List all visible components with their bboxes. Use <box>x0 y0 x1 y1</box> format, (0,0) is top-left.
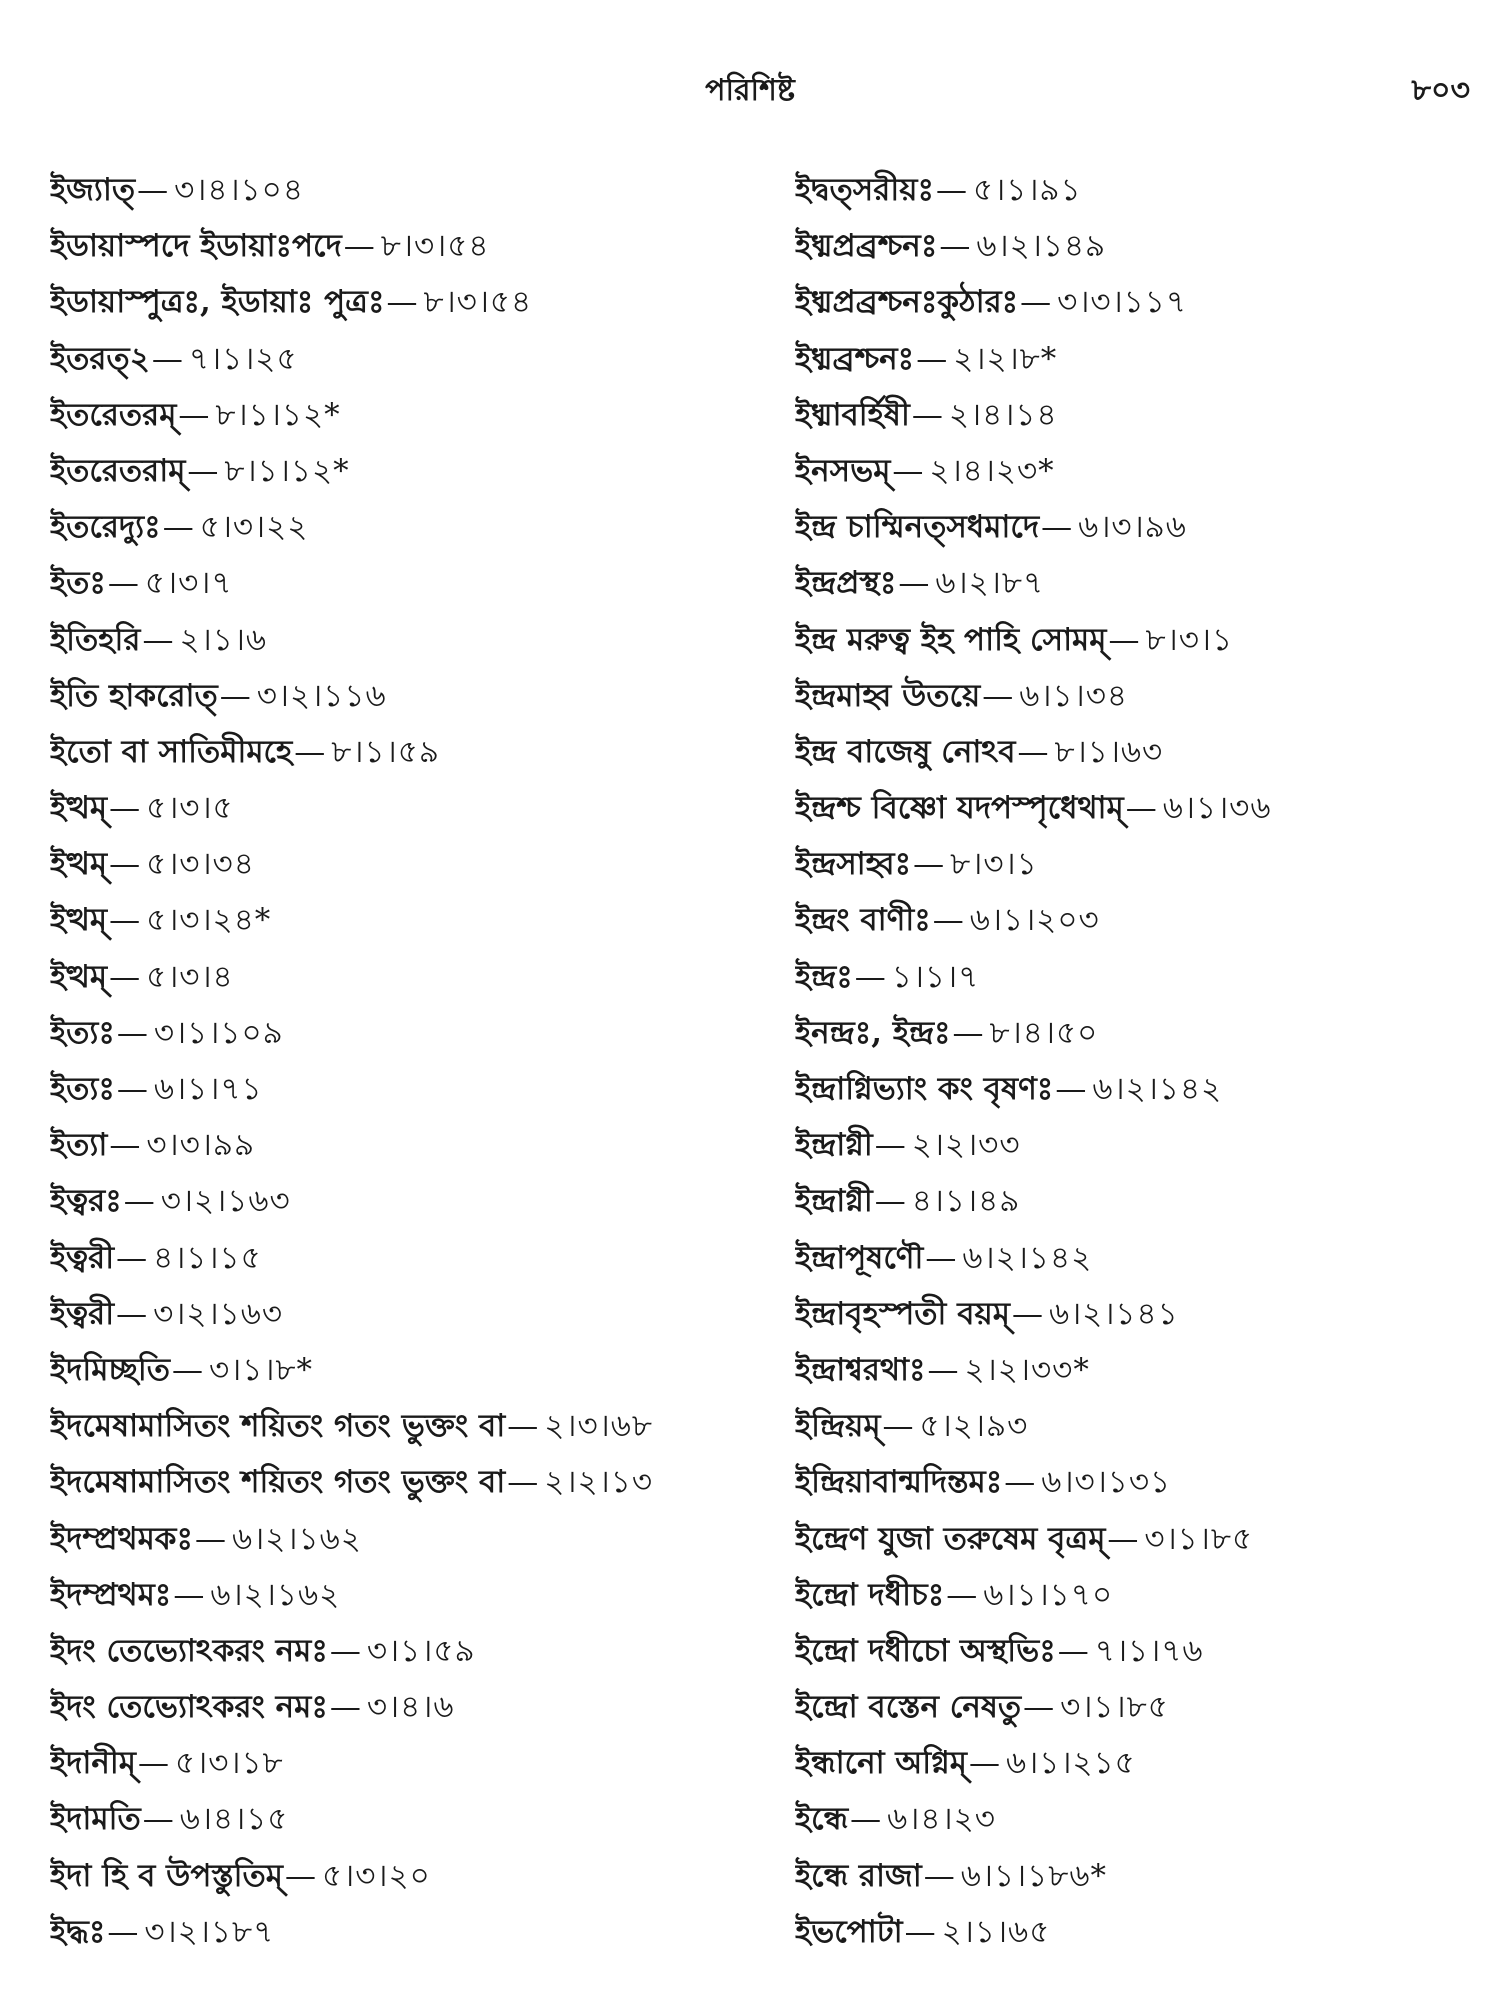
entry-term: ইধ্মপ্রব্রশ্চনঃকুঠারঃ <box>795 284 1019 321</box>
index-entry <box>50 1286 780 1342</box>
entry-dash: — <box>142 621 174 658</box>
entry-term: ইজ্যাত্ <box>50 172 136 208</box>
entry-term: ইন্দ্র মরুত্ব ইহ পাহি সোমম্ <box>795 621 1107 658</box>
entry-dash: — <box>1108 621 1140 658</box>
entry-reference: ৩।১।৮৫ <box>1144 1520 1254 1557</box>
entry-reference: ৮।১।১২* <box>215 396 341 433</box>
index-entry <box>795 1848 1485 1904</box>
entry-reference: ২।৩।৬৮ <box>544 1408 654 1445</box>
entry-dash: — <box>925 1239 957 1276</box>
entry-reference: ২।৪।১৪ <box>948 396 1058 433</box>
entry-term: ইত্থম্ <box>50 902 108 939</box>
index-entry <box>50 1904 780 1960</box>
entry-dash: — <box>874 1183 906 1220</box>
entry-term: ইভপোটা <box>795 1913 903 1950</box>
index-entry <box>795 1117 1485 1173</box>
entry-dash: — <box>116 1014 148 1051</box>
entry-reference: ৬।২।১৪১ <box>1048 1295 1179 1332</box>
entry-dash: — <box>946 1576 978 1613</box>
entry-dash: — <box>850 1801 882 1838</box>
entry-dash: — <box>343 228 375 265</box>
entry-term: ইতিহরি <box>50 621 141 658</box>
entry-dash: — <box>507 1464 539 1501</box>
entry-reference: ২।২।৩৩* <box>964 1351 1090 1388</box>
entry-reference: ৫।১।৯১ <box>973 172 1082 208</box>
entry-term: ইত্বরঃ <box>50 1183 122 1220</box>
entry-dash: — <box>932 902 964 939</box>
entry-dash: — <box>109 958 141 995</box>
entry-term: ইন্দ্রো দধীচো অস্থভিঃ <box>795 1632 1056 1669</box>
entry-term: ইনন্দ্রঃ, ইন্দ্রঃ <box>795 1014 951 1051</box>
index-entry <box>795 1623 1485 1679</box>
index-entry <box>795 1791 1485 1847</box>
index-entry <box>795 1454 1485 1510</box>
index-entry <box>795 1342 1485 1398</box>
entry-reference: ৮।৩।৫৪ <box>423 284 533 321</box>
entry-reference: ৬।১।১৮৬* <box>960 1857 1108 1894</box>
index-entry <box>795 1679 1485 1735</box>
index-entry <box>795 1061 1485 1117</box>
entry-dash: — <box>927 1351 959 1388</box>
entry-dash: — <box>329 1689 361 1726</box>
index-entry <box>795 443 1485 499</box>
entry-reference: ৬।২।১৬২ <box>232 1520 362 1557</box>
entry-reference: ২।২।১৩ <box>544 1464 654 1501</box>
entry-dash: — <box>968 1745 1000 1782</box>
entry-reference: ৩।১।৮* <box>208 1351 314 1388</box>
entry-reference: ২।১।৬ <box>179 621 268 658</box>
entry-reference: ৩।২।১৬৩ <box>160 1183 291 1220</box>
entry-term: ইদমেষামাসিতং শয়িতং গতং ভুক্তং বা <box>50 1464 506 1501</box>
entry-reference: ৮।৩।৫৪ <box>380 228 490 265</box>
index-entry <box>50 1005 780 1061</box>
entry-term: ইতি হাকরোত্ <box>50 677 218 714</box>
index-entry <box>50 1848 780 1904</box>
entry-dash: — <box>892 452 924 489</box>
entry-term: ইন্দ্রাগ্নিভ্যাং কং বৃষণঃ <box>795 1071 1054 1107</box>
index-entry <box>50 218 780 274</box>
entry-term: ইন্ধানো অগ্নিম্ <box>795 1745 967 1782</box>
entry-reference: ৩।১।৮৫ <box>1060 1689 1169 1726</box>
entry-reference: ৫।৩।৪ <box>146 958 234 995</box>
entry-reference: ৫।২।৯৩ <box>919 1408 1029 1445</box>
entry-reference: ৮।১।১২* <box>224 452 350 489</box>
entry-reference: ৬।১।২০৩ <box>969 902 1100 939</box>
entry-reference: ৮।৩।১ <box>1145 621 1234 658</box>
entry-term: ইন্দ্রাগ্নী <box>795 1127 873 1164</box>
entry-term: ইতরেদ্যুঃ <box>50 509 161 546</box>
entry-dash: — <box>898 565 930 602</box>
entry-reference: ৪।১।৪৯ <box>911 1183 1021 1220</box>
index-entry <box>795 724 1485 780</box>
entry-term: ইন্দ্র চাম্মিনত্সধমাদে <box>795 509 1040 546</box>
entry-reference: ৬।৩।৯৬ <box>1078 509 1187 546</box>
index-entry <box>795 1735 1485 1791</box>
entry-reference: ৮।১।৬৩ <box>1054 733 1164 770</box>
entry-dash: — <box>507 1408 539 1445</box>
entry-dash: — <box>1017 733 1049 770</box>
entry-dash: — <box>1107 1520 1139 1557</box>
entry-reference: ৬।২।১৪২ <box>1092 1071 1223 1107</box>
entry-dash: — <box>1011 1295 1043 1332</box>
entry-reference: ৮।৩।১ <box>950 846 1038 883</box>
entry-reference: ৫।৩।৫ <box>146 790 234 827</box>
index-entry <box>50 1398 780 1454</box>
index-entry <box>795 387 1485 443</box>
index-entry <box>50 499 780 555</box>
entry-dash: — <box>187 452 219 489</box>
entry-term: ইন্দ্রাশ্বরথাঃ <box>795 1351 926 1388</box>
entry-reference: ৬।৪।২৩ <box>887 1801 996 1838</box>
index-entry <box>795 555 1485 611</box>
entry-reference: ৬।৩।১৩১ <box>1041 1464 1172 1501</box>
entry-reference: ৩।২।১৬৩ <box>153 1295 284 1332</box>
entry-dash: — <box>939 228 971 265</box>
entry-dash: — <box>1004 1464 1036 1501</box>
entry-reference: ৬।২।১৪৯ <box>976 228 1107 265</box>
index-entry <box>50 836 780 892</box>
entry-reference: ২।১।৬৫ <box>941 1913 1051 1950</box>
entry-term: ইন্দ্রমাহ্ব উতয়ে <box>795 677 981 714</box>
entry-reference: ১।১।৭ <box>891 958 980 995</box>
entry-term: ইন্ধে রাজা <box>795 1857 922 1894</box>
entry-dash: — <box>109 846 141 883</box>
entry-dash: — <box>123 1183 155 1220</box>
index-entry <box>795 892 1485 948</box>
entry-term: ইতরেতরাম্ <box>50 452 186 489</box>
entry-dash: — <box>285 1857 317 1894</box>
entry-dash: — <box>874 1127 906 1164</box>
entry-term: ইতরত্২ <box>50 340 150 377</box>
entry-term: ইধ্মাবর্হিষী <box>795 396 910 433</box>
entry-dash: — <box>109 790 141 827</box>
entry-term: ইত্বরী <box>50 1239 115 1276</box>
entry-term: ইত্যঃ <box>50 1014 115 1051</box>
entry-term: ইতো বা সাতিমীমহে <box>50 733 293 770</box>
index-entry <box>50 387 780 443</box>
index-entry <box>50 668 780 724</box>
entry-dash: — <box>109 902 141 939</box>
entry-dash: — <box>982 677 1014 714</box>
entry-term: ইত্বরী <box>50 1295 115 1332</box>
index-entry <box>50 1679 780 1735</box>
entry-reference: ৫।৩।২২ <box>199 509 309 546</box>
entry-reference: ২।২।৮* <box>953 340 1058 377</box>
entry-reference: ৩।৩।৯৯ <box>146 1127 256 1164</box>
entry-term: ইদম্প্রথমকঃ <box>50 1520 194 1557</box>
entry-dash: — <box>171 1351 203 1388</box>
entry-reference: ৩।৪।১০৪ <box>174 172 304 208</box>
page-title: পরিশিষ্ট <box>705 73 795 108</box>
index-entry <box>50 780 780 836</box>
entry-term: ইন্দ্রশ্চ বিষ্ণো যদপস্পৃধেথাম্ <box>795 790 1124 827</box>
entry-term: ইডায়াস্পদে ইডায়াঃপদে <box>50 228 342 265</box>
entry-dash: — <box>1023 1689 1055 1726</box>
entry-term: ইদ্বত্সরীয়ঃ <box>795 172 934 208</box>
entry-term: ইদা হি ব উপস্তুতিম্ <box>50 1857 284 1894</box>
entry-term: ইদমিচ্ছতি <box>50 1351 170 1388</box>
entry-reference: ৫।৩।৩৪ <box>146 846 255 883</box>
index-entry <box>795 1398 1485 1454</box>
index-entry <box>795 1286 1485 1342</box>
entry-term: ইন্দ্রো দধীচঃ <box>795 1576 945 1613</box>
index-entry <box>795 668 1485 724</box>
index-entry <box>50 1230 780 1286</box>
entry-reference: ৬।১।৩৬ <box>1162 790 1272 827</box>
index-entry <box>795 1173 1485 1229</box>
entry-term: ইত্যা <box>50 1127 108 1164</box>
entry-dash: — <box>1057 1632 1089 1669</box>
entry-term: ইন্দ্রাগ্নী <box>795 1183 873 1220</box>
entry-term: ইদং তেভ্যোঽকরং নমঃ <box>50 1689 328 1726</box>
entry-term: ইদং তেভ্যোঽকরং নমঃ <box>50 1632 328 1669</box>
entry-dash: — <box>936 172 967 208</box>
index-entry <box>50 1061 780 1117</box>
entry-dash: — <box>107 1913 139 1950</box>
entry-reference: ৫।৩।২০ <box>322 1857 431 1894</box>
entry-term: ইন্দ্রিয়ম্ <box>795 1408 881 1445</box>
entry-term: ইদামতি <box>50 1801 141 1838</box>
index-entry <box>50 1567 780 1623</box>
index-entry <box>795 162 1485 218</box>
entry-reference: ৬।২।৮৭ <box>935 565 1045 602</box>
entry-reference: ২।৪।২৩* <box>929 452 1055 489</box>
index-entry <box>50 1342 780 1398</box>
entry-dash: — <box>195 1520 227 1557</box>
entry-dash: — <box>882 1408 914 1445</box>
index-entry <box>50 1511 780 1567</box>
entry-term: ইনসভম্ <box>795 452 891 489</box>
entry-term: ইধ্মপ্রব্রশ্চনঃ <box>795 228 938 265</box>
index-entry <box>50 443 780 499</box>
entry-dash: — <box>854 958 886 995</box>
index-entry <box>795 1230 1485 1286</box>
index-entry <box>795 780 1485 836</box>
index-entry <box>50 274 780 330</box>
entry-term: ইন্দ্রপ্রস্থঃ <box>795 565 897 602</box>
entry-reference: ৩।২।১৮৭ <box>144 1913 275 1950</box>
index-entry <box>795 218 1485 274</box>
entry-term: ইত্যঃ <box>50 1071 115 1107</box>
entry-reference: ৪।১।১৫ <box>153 1239 262 1276</box>
index-entry <box>795 499 1485 555</box>
entry-dash: — <box>916 340 948 377</box>
index-entry <box>50 612 780 668</box>
index-entry <box>50 331 780 387</box>
index-entry <box>795 949 1485 1005</box>
index-column-left <box>50 162 780 1960</box>
entry-dash: — <box>904 1913 936 1950</box>
entry-term: ইত্থম্ <box>50 958 108 995</box>
entry-dash: — <box>162 509 194 546</box>
entry-reference: ৫।৩।৭ <box>144 565 233 602</box>
entry-dash: — <box>386 284 418 321</box>
entry-dash: — <box>116 1239 148 1276</box>
entry-reference: ৬।১।২১৫ <box>1005 1745 1136 1782</box>
entry-term: ইন্দ্রং বাণীঃ <box>795 902 931 939</box>
entry-dash: — <box>1020 284 1052 321</box>
index-entry <box>50 724 780 780</box>
index-column-right <box>795 162 1485 1960</box>
index-entry <box>50 1623 780 1679</box>
entry-reference: ৫।৩।২৪* <box>146 902 272 939</box>
entry-term: ইডায়াস্পুত্রঃ, ইডায়াঃ পুত্রঃ <box>50 284 385 321</box>
index-entry <box>795 1567 1485 1623</box>
entry-dash: — <box>173 1576 205 1613</box>
entry-dash: — <box>178 396 210 433</box>
entry-term: ইতরেতরম্ <box>50 396 177 433</box>
entry-term: ইদম্প্রথমঃ <box>50 1576 172 1613</box>
entry-term: ইন্দ্রাবৃহস্পতী বয়ম্ <box>795 1295 1010 1332</box>
entry-term: ইন্ধে <box>795 1801 849 1838</box>
entry-dash: — <box>1055 1071 1087 1107</box>
entry-dash: — <box>137 172 169 208</box>
entry-dash: — <box>151 340 183 377</box>
index-entry <box>795 1904 1485 1960</box>
entry-reference: ৬।১।৩৪ <box>1019 677 1128 714</box>
index-entry <box>795 836 1485 892</box>
entry-reference: ৬।১।১৭০ <box>983 1576 1114 1613</box>
index-entry <box>50 1735 780 1791</box>
entry-dash: — <box>911 396 943 433</box>
entry-dash: — <box>952 1014 984 1051</box>
entry-dash: — <box>923 1857 955 1894</box>
entry-reference: ৬।২।১৬২ <box>210 1576 341 1613</box>
entry-reference: ৫।৩।১৮ <box>175 1745 284 1782</box>
entry-term: ইত্থম্ <box>50 790 108 827</box>
index-entry <box>50 1117 780 1173</box>
entry-term: ইদানীম্ <box>50 1745 136 1782</box>
entry-reference: ৩।৩।১১৭ <box>1057 284 1188 321</box>
entry-reference: ৬।৪।১৫ <box>179 1801 289 1838</box>
index-entry <box>50 1173 780 1229</box>
entry-term: ইন্দ্রো বস্তেন নেষতু <box>795 1689 1022 1726</box>
entry-dash: — <box>107 565 139 602</box>
entry-reference: ৮।৪।৫০ <box>989 1014 1099 1051</box>
entry-reference: ৩।৪।৬ <box>366 1689 455 1726</box>
entry-reference: ৬।২।১৪২ <box>962 1239 1093 1276</box>
index-entry <box>795 1005 1485 1061</box>
entry-term: ইন্দ্রাপূষণৌ <box>795 1239 924 1276</box>
entry-term: ইধ্মব্রশ্চনঃ <box>795 340 915 377</box>
entry-reference: ৩।১।৫৯ <box>366 1632 476 1669</box>
entry-dash: — <box>138 1745 169 1782</box>
entry-term: ইন্দ্রেণ যুজা তরুষেম বৃত্রম্ <box>795 1520 1106 1557</box>
entry-dash: — <box>329 1632 361 1669</box>
index-entry <box>795 274 1485 330</box>
entry-term: ইন্দ্রঃ <box>795 958 853 995</box>
entry-reference: ২।২।৩৩ <box>911 1127 1021 1164</box>
page-number: ৮০৩ <box>1411 73 1470 108</box>
index-entry <box>50 1454 780 1510</box>
entry-term: ইতঃ <box>50 565 106 602</box>
entry-reference: ৭।১।৭৬ <box>1094 1632 1204 1669</box>
index-entry <box>50 1791 780 1847</box>
entry-reference: ৮।১।৫৯ <box>331 733 440 770</box>
index-entry <box>795 612 1485 668</box>
entry-dash: — <box>116 1295 148 1332</box>
entry-term: ইন্দ্র বাজেষু নোঽব <box>795 733 1016 770</box>
page-header <box>0 66 1500 116</box>
entry-dash: — <box>142 1801 174 1838</box>
index-entry <box>50 949 780 1005</box>
index-entry <box>795 331 1485 387</box>
entry-dash: — <box>116 1071 148 1107</box>
entry-term: ইন্দ্রসাহ্বঃ <box>795 846 912 883</box>
entry-reference: ৬।১।৭১ <box>153 1071 263 1107</box>
entry-reference: ৭।১।২৫ <box>188 340 298 377</box>
entry-dash: — <box>1125 790 1157 827</box>
entry-dash: — <box>294 733 326 770</box>
entry-dash: — <box>109 1127 141 1164</box>
entry-dash: — <box>219 677 251 714</box>
entry-term: ইন্দ্রিয়াবান্মদিন্তমঃ <box>795 1464 1003 1501</box>
entry-dash: — <box>913 846 945 883</box>
entry-term: ইদ্ধঃ <box>50 1913 106 1950</box>
index-entry <box>795 1511 1485 1567</box>
entry-dash: — <box>1041 509 1073 546</box>
entry-reference: ৩।২।১১৬ <box>256 677 387 714</box>
entry-reference: ৩।১।১০৯ <box>153 1014 284 1051</box>
index-entry <box>50 892 780 948</box>
entry-term: ইত্থম্ <box>50 846 108 883</box>
index-entry <box>50 162 780 218</box>
entry-term: ইদমেষামাসিতং শয়িতং গতং ভুক্তং বা <box>50 1408 506 1445</box>
index-entry <box>50 555 780 611</box>
